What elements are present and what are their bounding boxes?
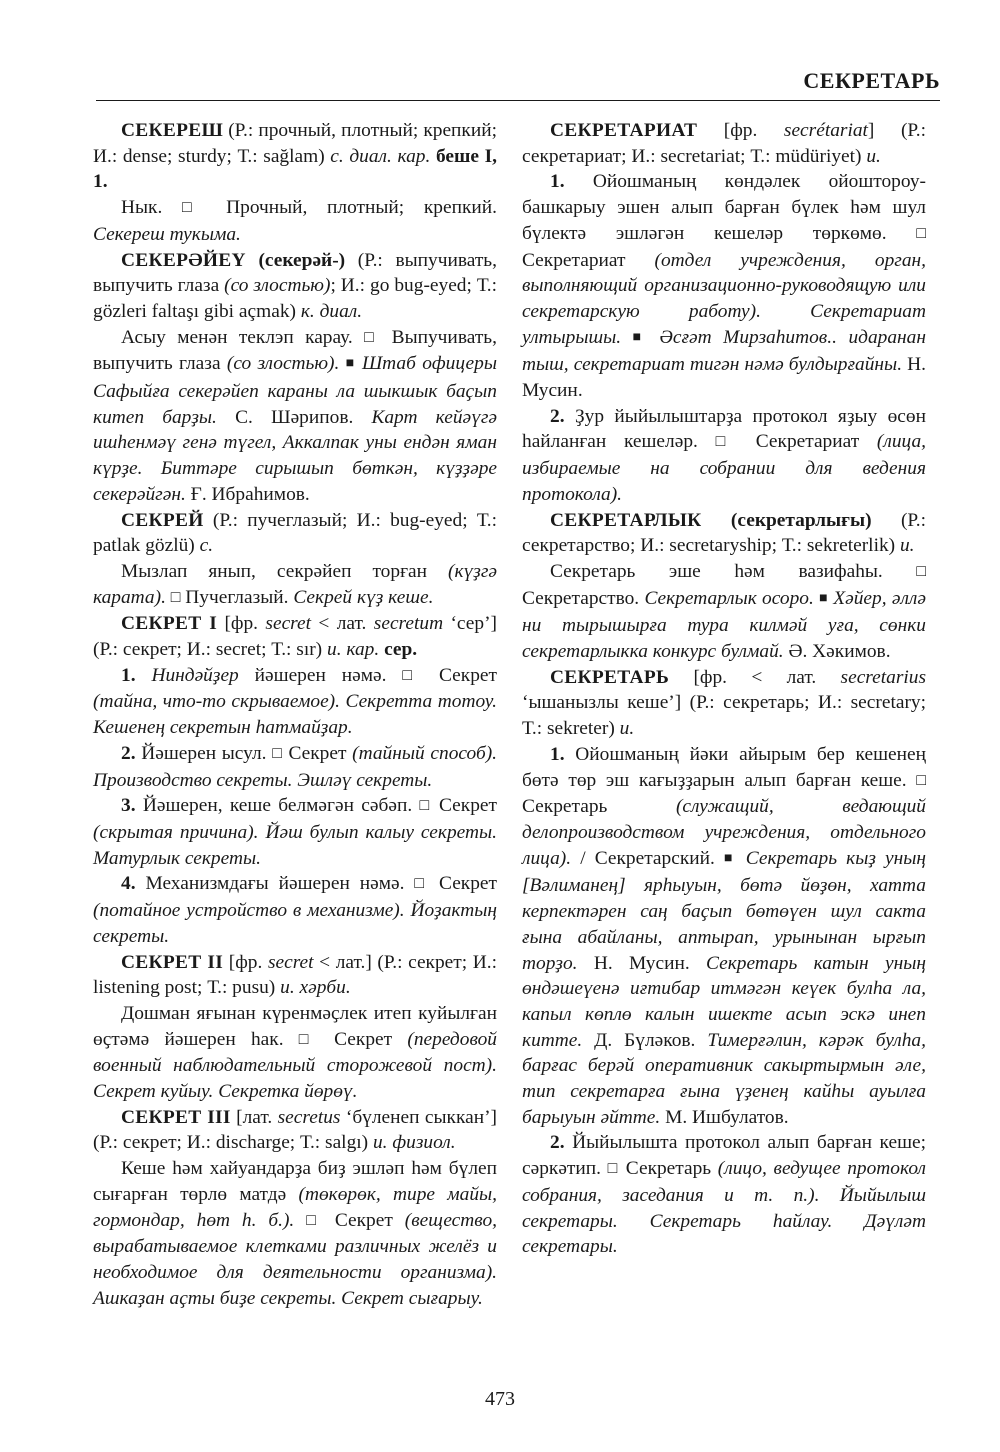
grammar-label: к. диал. bbox=[300, 300, 363, 322]
headword: СЕКРЕТАРЛЫК bbox=[550, 509, 702, 531]
grammar-label: и. физиол. bbox=[372, 1132, 456, 1154]
page-header bbox=[96, 60, 940, 101]
sense-1 bbox=[522, 169, 926, 403]
example-text: (передовой военный наблюдательный сторожевой пост). Секрет куйыу. Секретка йөрөү. bbox=[93, 1028, 497, 1103]
filled-square-icon: ■ bbox=[723, 850, 737, 866]
quotation-author: М. Ишбулатов. bbox=[660, 1106, 789, 1128]
entry-sekret-2 bbox=[93, 950, 497, 1001]
grammar-label: и. bbox=[866, 145, 881, 167]
definition-text: Мызлап янып, секрәйеп торған bbox=[121, 560, 449, 582]
etymology: [лат. bbox=[230, 1106, 278, 1128]
definition bbox=[93, 325, 497, 508]
definition-text: Йәшерен ысул. bbox=[135, 742, 273, 764]
cross-reference: беше I, 1. bbox=[93, 145, 497, 193]
open-square-icon: □ bbox=[402, 666, 424, 684]
definition-text: Механизмдағы йәшерен нәмә. bbox=[135, 873, 415, 895]
etymology-source: secretus bbox=[277, 1106, 341, 1128]
example-text: (тайна, что-то скрываемое). Секретта тотоу. Кешенең секретын һатмайҙар. bbox=[93, 691, 497, 739]
etymology: ] (Р.: секретариат; И.: secretariat; Т.: müdüriyet) bbox=[522, 120, 926, 167]
sense-number: 1. bbox=[550, 171, 565, 193]
translation-note: (со злостью). bbox=[226, 353, 346, 375]
etymology-source: secret bbox=[265, 613, 312, 635]
definition bbox=[522, 559, 926, 665]
sense-number: 4. bbox=[121, 873, 136, 895]
entry-sekret-3 bbox=[93, 1105, 497, 1156]
filled-square-icon: ■ bbox=[632, 329, 648, 345]
definition-text: Ҙур йыйылыштарҙа протокол яҙыу өсөн һайланған кешеләр. bbox=[522, 405, 926, 453]
sense-number: 2. bbox=[121, 742, 136, 764]
definition-text: Ниндәйҙер bbox=[135, 664, 239, 686]
etymology-source: secrétariat bbox=[783, 120, 868, 141]
quotation: Карт кейәүгә ишһенмәү генә түгел, Аккалпак уны ендән яман күрҙе. Биттәре сирышып бөткән, күҙҙәре секерәйгән. bbox=[93, 406, 498, 505]
translation-text: Секрет bbox=[423, 664, 497, 686]
translation-text: Выпучивать, выпучить глаза bbox=[93, 326, 497, 375]
open-square-icon: □ bbox=[916, 224, 926, 242]
filled-square-icon: ■ bbox=[345, 356, 356, 372]
etymology-source: secretarius bbox=[840, 666, 926, 688]
translation-text: Секрет bbox=[429, 873, 497, 895]
definition bbox=[93, 1001, 497, 1105]
etymology-note: (со злостью) bbox=[224, 275, 331, 297]
entry-sekretariat bbox=[522, 118, 926, 169]
grammar-label: и. bbox=[899, 535, 915, 557]
headword: СЕКРЕЙ bbox=[121, 509, 204, 531]
open-square-icon: □ bbox=[272, 744, 283, 762]
open-square-icon: □ bbox=[414, 875, 430, 893]
etymology-source: secretum bbox=[373, 613, 444, 635]
headword: СЕКРЕТ I bbox=[121, 613, 218, 635]
translation-note: (служащий, ведающий делопроизводством учреждения, отдельного лица). bbox=[522, 796, 926, 869]
etymology-rest: ; И.: go bug-eyed; Т.: gözleri faltaşı gibi açmak) bbox=[93, 275, 497, 322]
etymology: (Р.: выпучивать, выпучить глаза bbox=[93, 249, 497, 297]
translation-text: Секрет bbox=[431, 795, 497, 817]
open-square-icon: □ bbox=[170, 588, 181, 606]
sense-number: 2. bbox=[550, 1132, 565, 1154]
definition-text: йәшерен нәмә. bbox=[238, 664, 403, 686]
etymology: [фр. bbox=[217, 613, 266, 635]
open-square-icon: □ bbox=[181, 199, 207, 217]
sense-number: 1. bbox=[121, 664, 136, 686]
headword: СЕКРЕТАРЬ bbox=[550, 666, 670, 688]
translation-text: Прочный, плотный; крепкий. bbox=[206, 197, 497, 219]
sense-3 bbox=[93, 793, 497, 871]
etymology: (Р.: секретарство; И.: secretaryship; Т.: sekreterlik) bbox=[522, 509, 926, 557]
entry-sekretar bbox=[522, 665, 926, 742]
open-square-icon: □ bbox=[306, 1211, 323, 1229]
definition bbox=[93, 195, 497, 247]
sense-4 bbox=[93, 871, 497, 949]
grammar-label: и. кар. bbox=[327, 639, 380, 661]
quotation: Тимерғәлин, кәрәк булһа, барғас берәй оперативник сакыртырмын әле, тип секретарға ғына үҙенең кайһы ауылға барыуын әйтте. bbox=[522, 1029, 926, 1128]
definition-text: Йыйылышта протокол алып барған кеше; сәркәтип. bbox=[522, 1132, 926, 1180]
translation-text: Секретариат bbox=[738, 431, 877, 453]
etymology-source: secret bbox=[267, 951, 314, 973]
etymology: < лат.] (Р.: секрет; И.: listening post; Т.: pusu) bbox=[93, 951, 497, 999]
grammar-label: с. bbox=[199, 535, 214, 557]
running-head: СЕКРЕТАРЬ bbox=[803, 68, 940, 93]
definition-text: Ойошманың көндәлек ойоштороу-башкарыу эшен алып барған бүлек һәм шул бүлектә эшләгән кешеләр төркөмө. bbox=[522, 171, 926, 244]
translation-text: Секрет bbox=[318, 1028, 408, 1050]
definition-text: Йәшерен, кеше белмәгән сәбәп. bbox=[135, 795, 420, 817]
entry-sekretarlyk bbox=[522, 508, 926, 559]
example-text: (потайное устройство в механизме). Йоҙактың секреты. bbox=[93, 900, 497, 947]
headword: СЕКЕРӘЙЕҮ bbox=[121, 249, 246, 271]
etymology: ‘сер’] (Р.: секрет; И.: secret; Т.: sır) bbox=[93, 613, 497, 661]
definition-text: Ойошманың йәки айырым бер кешенең бөтә төр эш кағыҙҙарын алып барған кеше. bbox=[522, 743, 926, 791]
filled-square-icon: ■ bbox=[819, 590, 828, 606]
definition-text: Дошман яғынан күренмәҫлек итеп куйылған өҫтәмә йәшерен һак. bbox=[93, 1002, 497, 1050]
sense-2 bbox=[522, 1130, 926, 1260]
quotation-author: Ә. Хәкимов. bbox=[783, 641, 891, 663]
headword: СЕКРЕТ III bbox=[121, 1106, 231, 1128]
example-text: (скрытая причина). Йәш булып калыу секреты. Матурлык секреты. bbox=[93, 821, 497, 869]
etymology: (Р.: прочный, плотный; крепкий; И.: dense; sturdy; Т.: sağlam) bbox=[93, 120, 497, 167]
example-text: Секретарлык осоро. bbox=[644, 587, 820, 609]
definition-note: (күҙгә карата). bbox=[93, 560, 497, 608]
example-text: (отдел учреждения, орган, выполняющий организационно-руководящую или секретарскую работу). Секретариат ултырышы. bbox=[522, 249, 926, 348]
definition bbox=[93, 559, 497, 611]
cross-reference: сер. bbox=[379, 639, 418, 661]
translation-text: Секретарь bbox=[522, 796, 676, 818]
sense-number: 3. bbox=[121, 795, 136, 817]
definition-text: Нык. bbox=[121, 197, 182, 219]
sense-number: 2. bbox=[550, 405, 565, 427]
quotation-author: Н. Мусин. bbox=[522, 354, 926, 402]
example-text: (вещество, вырабатываемое клетками различных желёз и необходимое для деятельности организма). Ашкаҙан аҫты биҙе секреты. Секрет сығарыу. bbox=[93, 1209, 498, 1309]
open-square-icon: □ bbox=[419, 797, 432, 815]
translation-text: Секрет bbox=[282, 742, 353, 764]
sense-2 bbox=[93, 741, 497, 793]
etymology: [фр. bbox=[697, 120, 784, 141]
translation-text: Секретарь bbox=[619, 1158, 718, 1180]
etymology: (Р.: пучеглазый; И.: bug-eyed; Т.: patlak gözlü) bbox=[93, 509, 497, 557]
grammar-label: и. bbox=[619, 718, 635, 740]
etymology: ‘бүленеп сыккан’] (Р.: секрет; И.: discharge; Т.: salgı) bbox=[93, 1106, 497, 1154]
translation-text: Секрет bbox=[322, 1209, 405, 1231]
definition bbox=[93, 1156, 497, 1311]
quotation: Секретарь кыҙ уның [Вәлиманең] ярһыуын, бөтә йөҙөн, хатта керпектәрен саң баҫып бөтөүен шул сакта ғына абайланы, аптырап, урынынан ырғып торҙо. bbox=[522, 847, 926, 974]
quotation: Хәйер, әллә ни тырышырға тура килмәй уға, сөнки секретарлыкка конкурс булмай. bbox=[522, 587, 926, 663]
open-square-icon: □ bbox=[364, 328, 381, 346]
quotation-author: Н. Мусин. bbox=[577, 952, 707, 974]
translation-text: Пучеглазый. bbox=[180, 586, 294, 608]
example-text: (тайный способ). Производство секреты. Эшләү секреты. bbox=[93, 742, 498, 791]
example-text: (лицо, ведущее протокол собрания, заседания и т. п.). Йыйылыш секретары. Секретарь һайлау. Дәүләт секретары. bbox=[522, 1158, 926, 1258]
etymology: [фр. < лат. bbox=[669, 666, 841, 688]
page-number: 473 bbox=[485, 1388, 515, 1410]
etymology: < лат. bbox=[311, 613, 374, 635]
headword: СЕКРЕТ II bbox=[121, 951, 224, 973]
entry-sekeresh bbox=[93, 118, 497, 195]
open-square-icon: □ bbox=[916, 771, 926, 789]
sense-number: 1. bbox=[550, 743, 565, 765]
quotation: Секретарь катын уның өндәшеүенә иғтибар итмәгән кеүек булһа ла, капыл көплө калын ишекте асып эскә инеп китте. bbox=[522, 952, 926, 1051]
open-square-icon: □ bbox=[916, 562, 926, 580]
translation-text: Секретариат bbox=[522, 249, 655, 271]
entry-sekereyeu bbox=[93, 248, 497, 325]
translation-text: Секретарство. bbox=[522, 587, 645, 609]
derived-form: / Секретарский. bbox=[571, 847, 724, 869]
right-column bbox=[522, 118, 926, 1260]
entry-sekret-1 bbox=[93, 611, 497, 662]
example-text: Секереш тукыма. bbox=[93, 223, 241, 245]
quotation-author: С. Шәрипов. bbox=[216, 406, 372, 428]
headword-variant: (секретарлығы) bbox=[701, 509, 872, 531]
example-text: Секрей күҙ кеше. bbox=[293, 586, 434, 608]
open-square-icon: □ bbox=[298, 1030, 319, 1048]
definition-note: (төкөрөк, тире майы, гормондар, һөт һ. б.). bbox=[93, 1183, 497, 1231]
etymology: ‘ышанызлы кеше’] (Р.: секретарь; И.: secretary; Т.: sekreter) bbox=[522, 692, 926, 740]
sense-1 bbox=[522, 742, 926, 1131]
grammar-label: с. диал. кар. bbox=[330, 145, 431, 167]
entry-sekrey bbox=[93, 508, 497, 559]
definition-text: Секретарь эше һәм вазифаһы. bbox=[550, 560, 917, 582]
example-text: (лица, избираемые на собрании для ведения протокола). bbox=[522, 431, 926, 505]
quotation: Әсғәт Мирзаһитов.. идаранан тыш, секретариат тигән нәмә булдырғайны. bbox=[522, 326, 926, 376]
etymology: [фр. bbox=[223, 951, 268, 973]
left-column bbox=[93, 118, 497, 1311]
headword-variant: (секерәй-) bbox=[245, 249, 346, 271]
sense-2 bbox=[522, 404, 926, 508]
open-square-icon: □ bbox=[607, 1160, 620, 1178]
headword: СЕКЕРЕШ bbox=[121, 120, 224, 141]
quotation: Штаб офицеры Сафыйға секерәйеп караны ла шыкшык баҫып китеп барҙы. bbox=[93, 353, 497, 428]
headword: СЕКРЕТАРИАТ bbox=[550, 120, 698, 141]
quotation-author: Д. Бүләков. bbox=[582, 1029, 708, 1051]
definition-text: Кеше һәм хайуандарҙа биҙ эшләп һәм бүлеп сығарған төрлө матдә bbox=[93, 1158, 497, 1205]
quotation-author: Ғ. Ибраһимов. bbox=[185, 483, 310, 505]
definition-text: Асыу менән теклэп карау. bbox=[121, 326, 365, 348]
sense-1 bbox=[93, 663, 497, 741]
open-square-icon: □ bbox=[715, 433, 739, 451]
grammar-label: и. хәрби. bbox=[280, 977, 351, 999]
